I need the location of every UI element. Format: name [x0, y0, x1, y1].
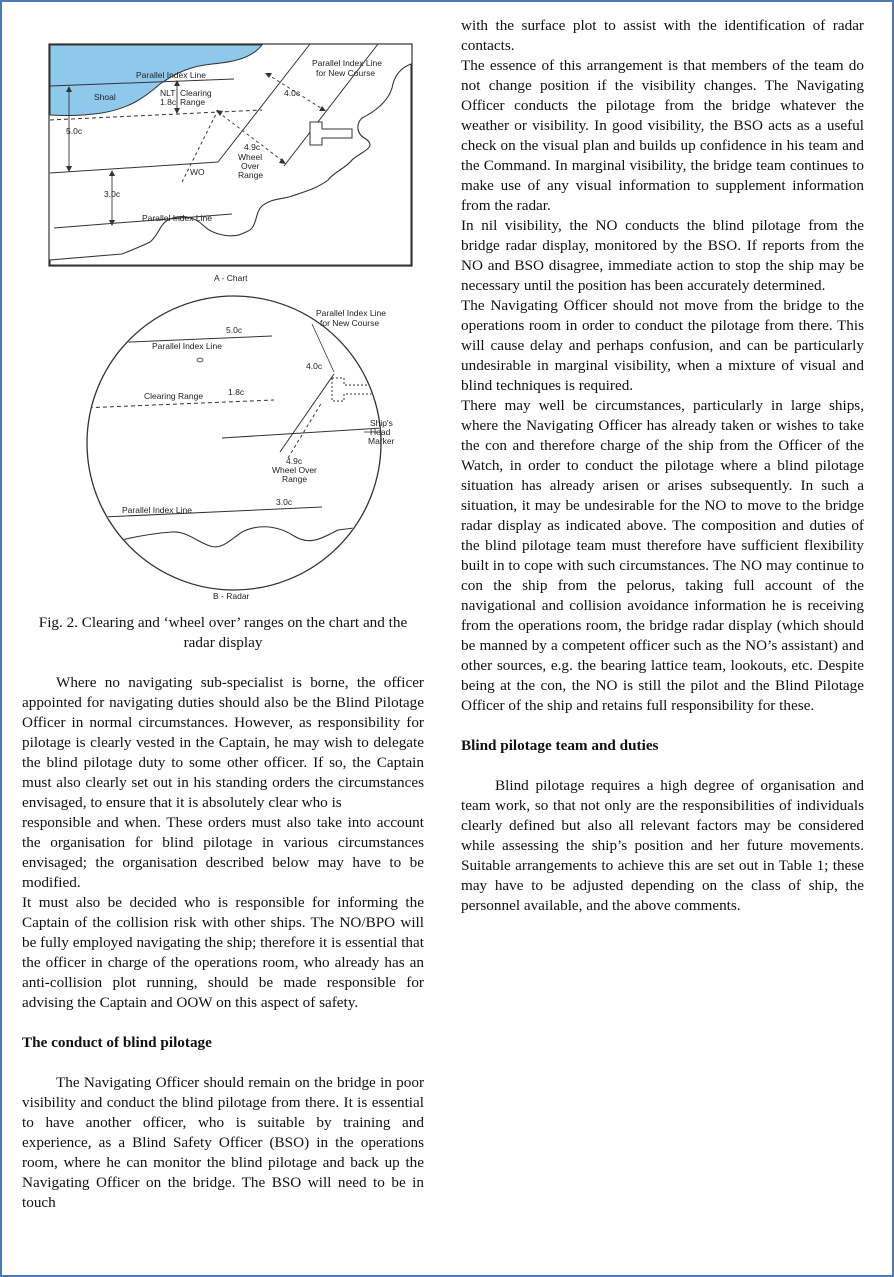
chart-label-wheel: Wheel [238, 152, 263, 162]
radar-panel [82, 296, 402, 602]
paragraph-collision-risk: It must also be decided who is responsible for informing the Captain of the collision risk with other ships. The NO/BPO will be fully employed navigating the ship; therefore it is essential that the officer in charge of the operations room, who already has an anti-collision plot running, should be made responsible for advising the Captain and OOW on this aspect of safety. [22, 894, 424, 1011]
chart-label-clearing-1: Clearing [180, 88, 212, 98]
chart-label-nlt-value: 1.8c [160, 97, 177, 107]
paragraph-team-work: Blind pilotage requires a high degree of organisation and team work, so that not only are the responsibilities of individuals clearly defined but also all relevant factors may be considered while assessing the ship’s position and her future movements. Suitable arrangements to achieve this are set out in Table 1; these may have to be adjusted depending on the class of ship, the personnel available, and the above comments. [461, 777, 864, 914]
radar-label-3-0c: 3.0c [276, 497, 293, 507]
heading-conduct-of-blind-pilotage: The conduct of blind pilotage [22, 1034, 212, 1051]
radar-label-clearing-range: Clearing Range [144, 391, 204, 401]
radar-label-5-0c: 5.0c [226, 325, 243, 335]
chart-label-shoal: Shoal [94, 92, 116, 102]
chart-label-4-9c: 4.9c [244, 142, 261, 152]
chart-label-wo: WO [190, 167, 205, 177]
chart-label-5-0c: 5.0c [66, 126, 83, 136]
paragraph-orders: responsible and when. These orders must also take into account the organisation for blind pilotage in various circumstances envisaged; the organisation described below may have to be modified. [22, 814, 424, 891]
chart-label-range: Range [238, 170, 264, 180]
chart-label-over: Over [241, 161, 260, 171]
radar-label-parallel-index-bottom: Parallel Index Line [122, 505, 192, 515]
paragraph-surface-plot: with the surface plot to assist with the identification of radar contacts. [461, 17, 864, 54]
figure-2 [22, 2, 424, 653]
paragraph-should-not-move: The Navigating Officer should not move from the bridge to the operations room in order to conduct the pilotage from there. This will cause delay and perhaps confusion, and can be particularly undesirable in marginal visibility, when a mixture of visual and blind techniques is required. [461, 297, 864, 394]
radar-label-ships-head-3: Marker [368, 436, 395, 446]
paragraph-delegation: Where no navigating sub-specialist is borne, the officer appointed for navigating duties should also be the Blind Pilotage Officer in normal circumstances. However, as responsibility for pilotage is clearly vested in the Captain, he may wish to delegate the blind pilotage duty to some other officer. If so, the Captain must also clearly set out in his standing orders the circumstances envisaged, to ensure that it is absolutely clear who is [22, 674, 424, 811]
radar-label-pil-new-course-1: Parallel Index Line [316, 308, 386, 318]
radar-caption-b: B - Radar [213, 591, 250, 601]
chart-label-3-0c: 3.0c [104, 189, 121, 199]
chart-caption-a: A - Chart [214, 273, 248, 283]
chart-label-nlt: NLT [160, 88, 176, 98]
radar-label-wheel-over: Wheel Over [272, 465, 317, 475]
chart-panel [49, 44, 412, 283]
radar-label-parallel-index-top: Parallel Index Line [152, 341, 222, 351]
radar-label-ships-head-1: Ship's [370, 418, 393, 428]
figure-caption: Fig. 2. Clearing and ‘wheel over’ ranges on the chart and the radar display [38, 614, 408, 651]
chart-label-parallel-index-top: Parallel Index Line [136, 70, 206, 80]
chart-label-pil-new-course-2: for New Course [316, 68, 376, 78]
paragraph-navigating-officer: The Navigating Officer should remain on the bridge in poor visibility and conduct the blind pilotage from there. It is essential to have another officer, who is suitable by training and experience, as a Blind Safety Officer (BSO) in the operations room, where he can monitor the blind pilotage and back up the Navigating Officer on the bridge. The BSO will need to be in touch [22, 1074, 424, 1211]
chart-label-pil-new-course-1: Parallel Index Line [312, 58, 382, 68]
paragraph-nil-visibility: In nil visibility, the NO conducts the blind pilotage from the bridge radar display, monitored by the BSO. If reports from the NO and BSO disagree, immediate action to stop the ship may be necessary until the position has been accurately determined. [461, 217, 864, 294]
radar-label-4-0c: 4.0c [306, 361, 323, 371]
paragraph-essence: The essence of this arrangement is that members of the team do not change position if the visibility changes. The Navigating Officer conducts the pilotage from the bridge whatever the weather or visibility. In good visibility, the BSO acts as a useful check on the visual plan and builds up confidence in his team and the Command. In marginal visibility, the bridge team continues to make use of any visual information to supplement information from the radar. [461, 57, 864, 214]
left-column [22, 2, 424, 1213]
chart-label-clearing-2: Range [180, 97, 206, 107]
right-column [461, 16, 864, 916]
radar-label-4-9c: 4.9c [286, 456, 303, 466]
radar-label-ships-head-2: Head [370, 427, 391, 437]
figure-diagram [22, 2, 424, 606]
heading-blind-pilotage-team: Blind pilotage team and duties [461, 737, 659, 754]
paragraph-circumstances: There may well be circumstances, particularly in large ships, where the Navigating Officer has already taken or wishes to take the con and therefore charge of the ship from the Officer of the Watch, in order to conduct the pilotage where a blind pilotage situation has already arisen or arises subsequently. In such a situation, it may be undesirable for the NO to move to the bridge radar display as indicated above. The composition and duties of the blind pilotage team must therefore have sufficient flexibility built in to cope with such circumstances. The NO may continue to con the ship from the pelorus, taking full account of the navigational and collision avoidance information he is receiving from the operations room, the bridge radar display (which should be manned by a competent officer such as the NO’s assistant) and other sources, e.g. the bearing lattice team, lookouts, etc. Despite being at the con, the NO is still the pilot and the Blind Pilotage Officer of the ship and retains full responsibility for these. [461, 397, 864, 714]
radar-label-pil-new-course-2: for New Course [320, 318, 380, 328]
chart-label-parallel-index-bottom: Parallel Index Line [142, 213, 212, 223]
radar-label-range: Range [282, 474, 308, 484]
radar-label-1-8c: 1.8c [228, 387, 245, 397]
chart-label-4-0c: 4.0c [284, 88, 301, 98]
